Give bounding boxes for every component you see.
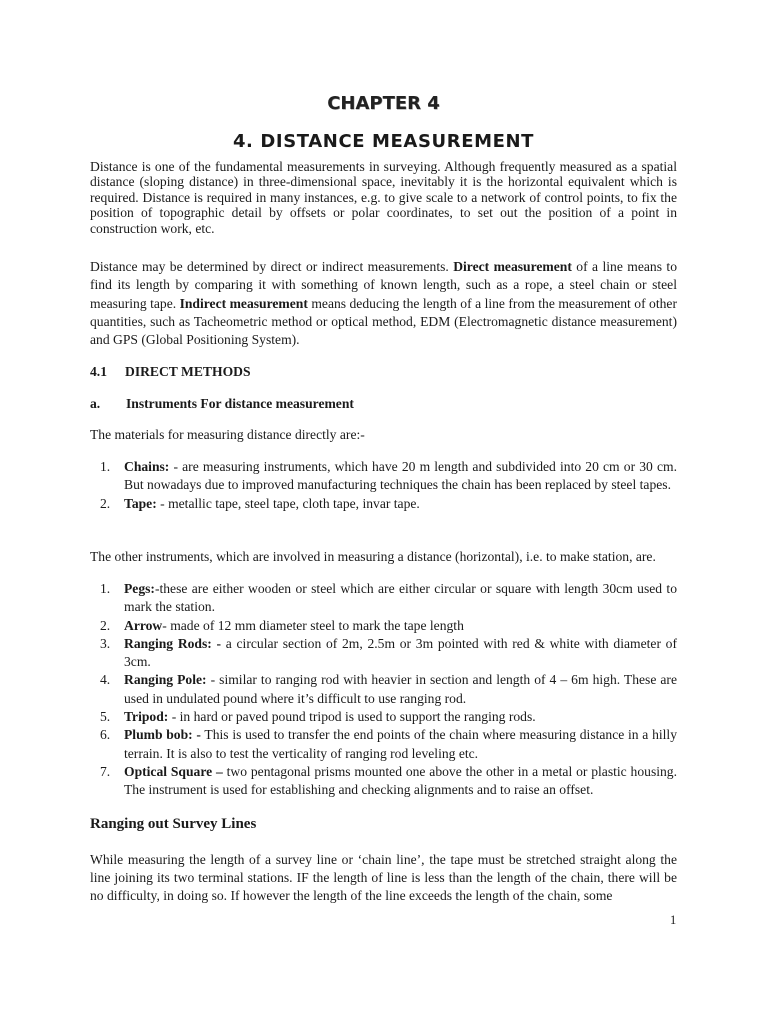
list-text: - made of 12 mm diameter steel to mark the tape length	[162, 617, 464, 633]
list-number: 1.	[100, 459, 111, 474]
list-item	[90, 708, 677, 726]
list-item	[90, 726, 677, 763]
list-number: 3.	[100, 635, 111, 651]
direct-measurement-term: Direct measurement	[453, 259, 572, 274]
chapter-label: CHAPTER 4	[327, 93, 440, 114]
list-term: Arrow	[124, 617, 163, 633]
list-item	[90, 580, 677, 617]
materials-list	[90, 458, 677, 513]
list-item	[90, 495, 677, 513]
ranging-heading: Ranging out Survey Lines	[90, 816, 257, 832]
list-term: Plumb bob: -	[124, 727, 201, 743]
list-term: Tape:	[124, 495, 157, 511]
list-number: 5.	[100, 709, 111, 725]
instruments-lead: The other instruments, which are involved in measuring a distance (horizontal), i.e. to make station, are.	[90, 549, 656, 564]
list-number: 1.	[100, 581, 111, 596]
list-number: 4.	[100, 672, 111, 688]
paragraph-text: Distance may be determined by direct or indirect measurements.	[90, 259, 454, 274]
document-page	[90, 0, 677, 1024]
page-number: 1	[670, 913, 677, 927]
list-text: This is used to transfer the end points of the chain where measuring distance in a hilly terrain. It is also to test the verticality of ranging rod leveling etc.	[124, 727, 677, 761]
chapter-title: 4. DISTANCE MEASUREMENT	[232, 131, 535, 152]
list-text: - are measuring instruments, which have 20 m length and subdivided into 20 cm or 30 cm. But nowadays due to improved manufacturing techniques the chain has been replaced by steel tapes.	[124, 459, 677, 493]
list-number: 2.	[100, 495, 111, 511]
list-term: Ranging Pole:	[124, 672, 207, 688]
list-number: 7.	[100, 763, 111, 779]
section-heading	[90, 364, 251, 380]
list-item	[90, 635, 677, 672]
methods-paragraph	[90, 258, 677, 349]
list-text: - similar to ranging rod with heavier in section and length of 4 – 6m high. These are used in undulated pound where it’s difficult to use ranging rod.	[124, 672, 677, 706]
list-number: 6.	[100, 727, 111, 743]
materials-lead: The materials for measuring distance directly are:-	[90, 427, 365, 442]
subsection-heading	[90, 396, 354, 412]
list-number: 2.	[100, 617, 111, 633]
list-text: - metallic tape, steel tape, cloth tape, invar tape.	[156, 495, 420, 511]
list-term: Ranging Rods: -	[124, 635, 222, 651]
list-item	[90, 617, 677, 635]
list-text: -these are either wooden or steel which are either circular or square with length 30cm used to mark the station.	[124, 581, 677, 615]
paragraph-text: means deducing the length of a line from the measurement of other quantities, such as Tacheometric method or optical method, EDM (Electromagnetic distance measurement) and GPS (Global Positioning System).	[90, 295, 677, 348]
list-term: Tripod:	[124, 709, 169, 725]
list-text: two pentagonal prisms mounted one above the other in a metal or plastic housing. The instrument is used for establishing and checking alignments and to raise an offset.	[124, 763, 677, 798]
subsection-number: a.	[90, 396, 101, 411]
list-item	[90, 458, 677, 495]
subsection-title: Instruments For distance measurement	[126, 396, 354, 411]
list-text: - in hard or paved pound tripod is used to support the ranging rods.	[168, 709, 536, 725]
section-title: DIRECT METHODS	[125, 364, 251, 379]
ranging-paragraph: While measuring the length of a survey line or ‘chain line’, the tape must be stretched straight along the line joining its two terminal stations. IF the length of line is less than the length of the chain, there will be no difficulty, in doing so. If however the length of the line exceeds the length of the chain, some	[90, 852, 677, 904]
list-item	[90, 763, 677, 800]
list-text: a circular section of 2m, 2.5m or 3m pointed with red & white with diameter of 3cm.	[124, 635, 678, 670]
paragraph-text: of a line means to find its length by comparing it with something of known length, such as a rope, a steel chain or steel measuring tape.	[90, 259, 677, 311]
section-number: 4.1	[90, 364, 107, 379]
list-term: Pegs:	[124, 581, 155, 596]
list-term: Optical Square –	[124, 763, 223, 779]
intro-paragraph: Distance is one of the fundamental measurements in surveying. Although frequently measured as a spatial distance (sloping distance) in three-dimensional space, inevitably it is the horizontal equivalent which is required. Distance is required in many instances, e.g. to give scale to a network of control points, to fix the position of topographic detail by offsets or polar coordinates, to set out the position of a point in construction work, etc.	[90, 159, 677, 236]
list-term: Chains:	[124, 459, 170, 474]
list-item	[90, 671, 677, 708]
instruments-list	[90, 580, 677, 800]
indirect-measurement-term: Indirect measurement	[179, 295, 308, 311]
